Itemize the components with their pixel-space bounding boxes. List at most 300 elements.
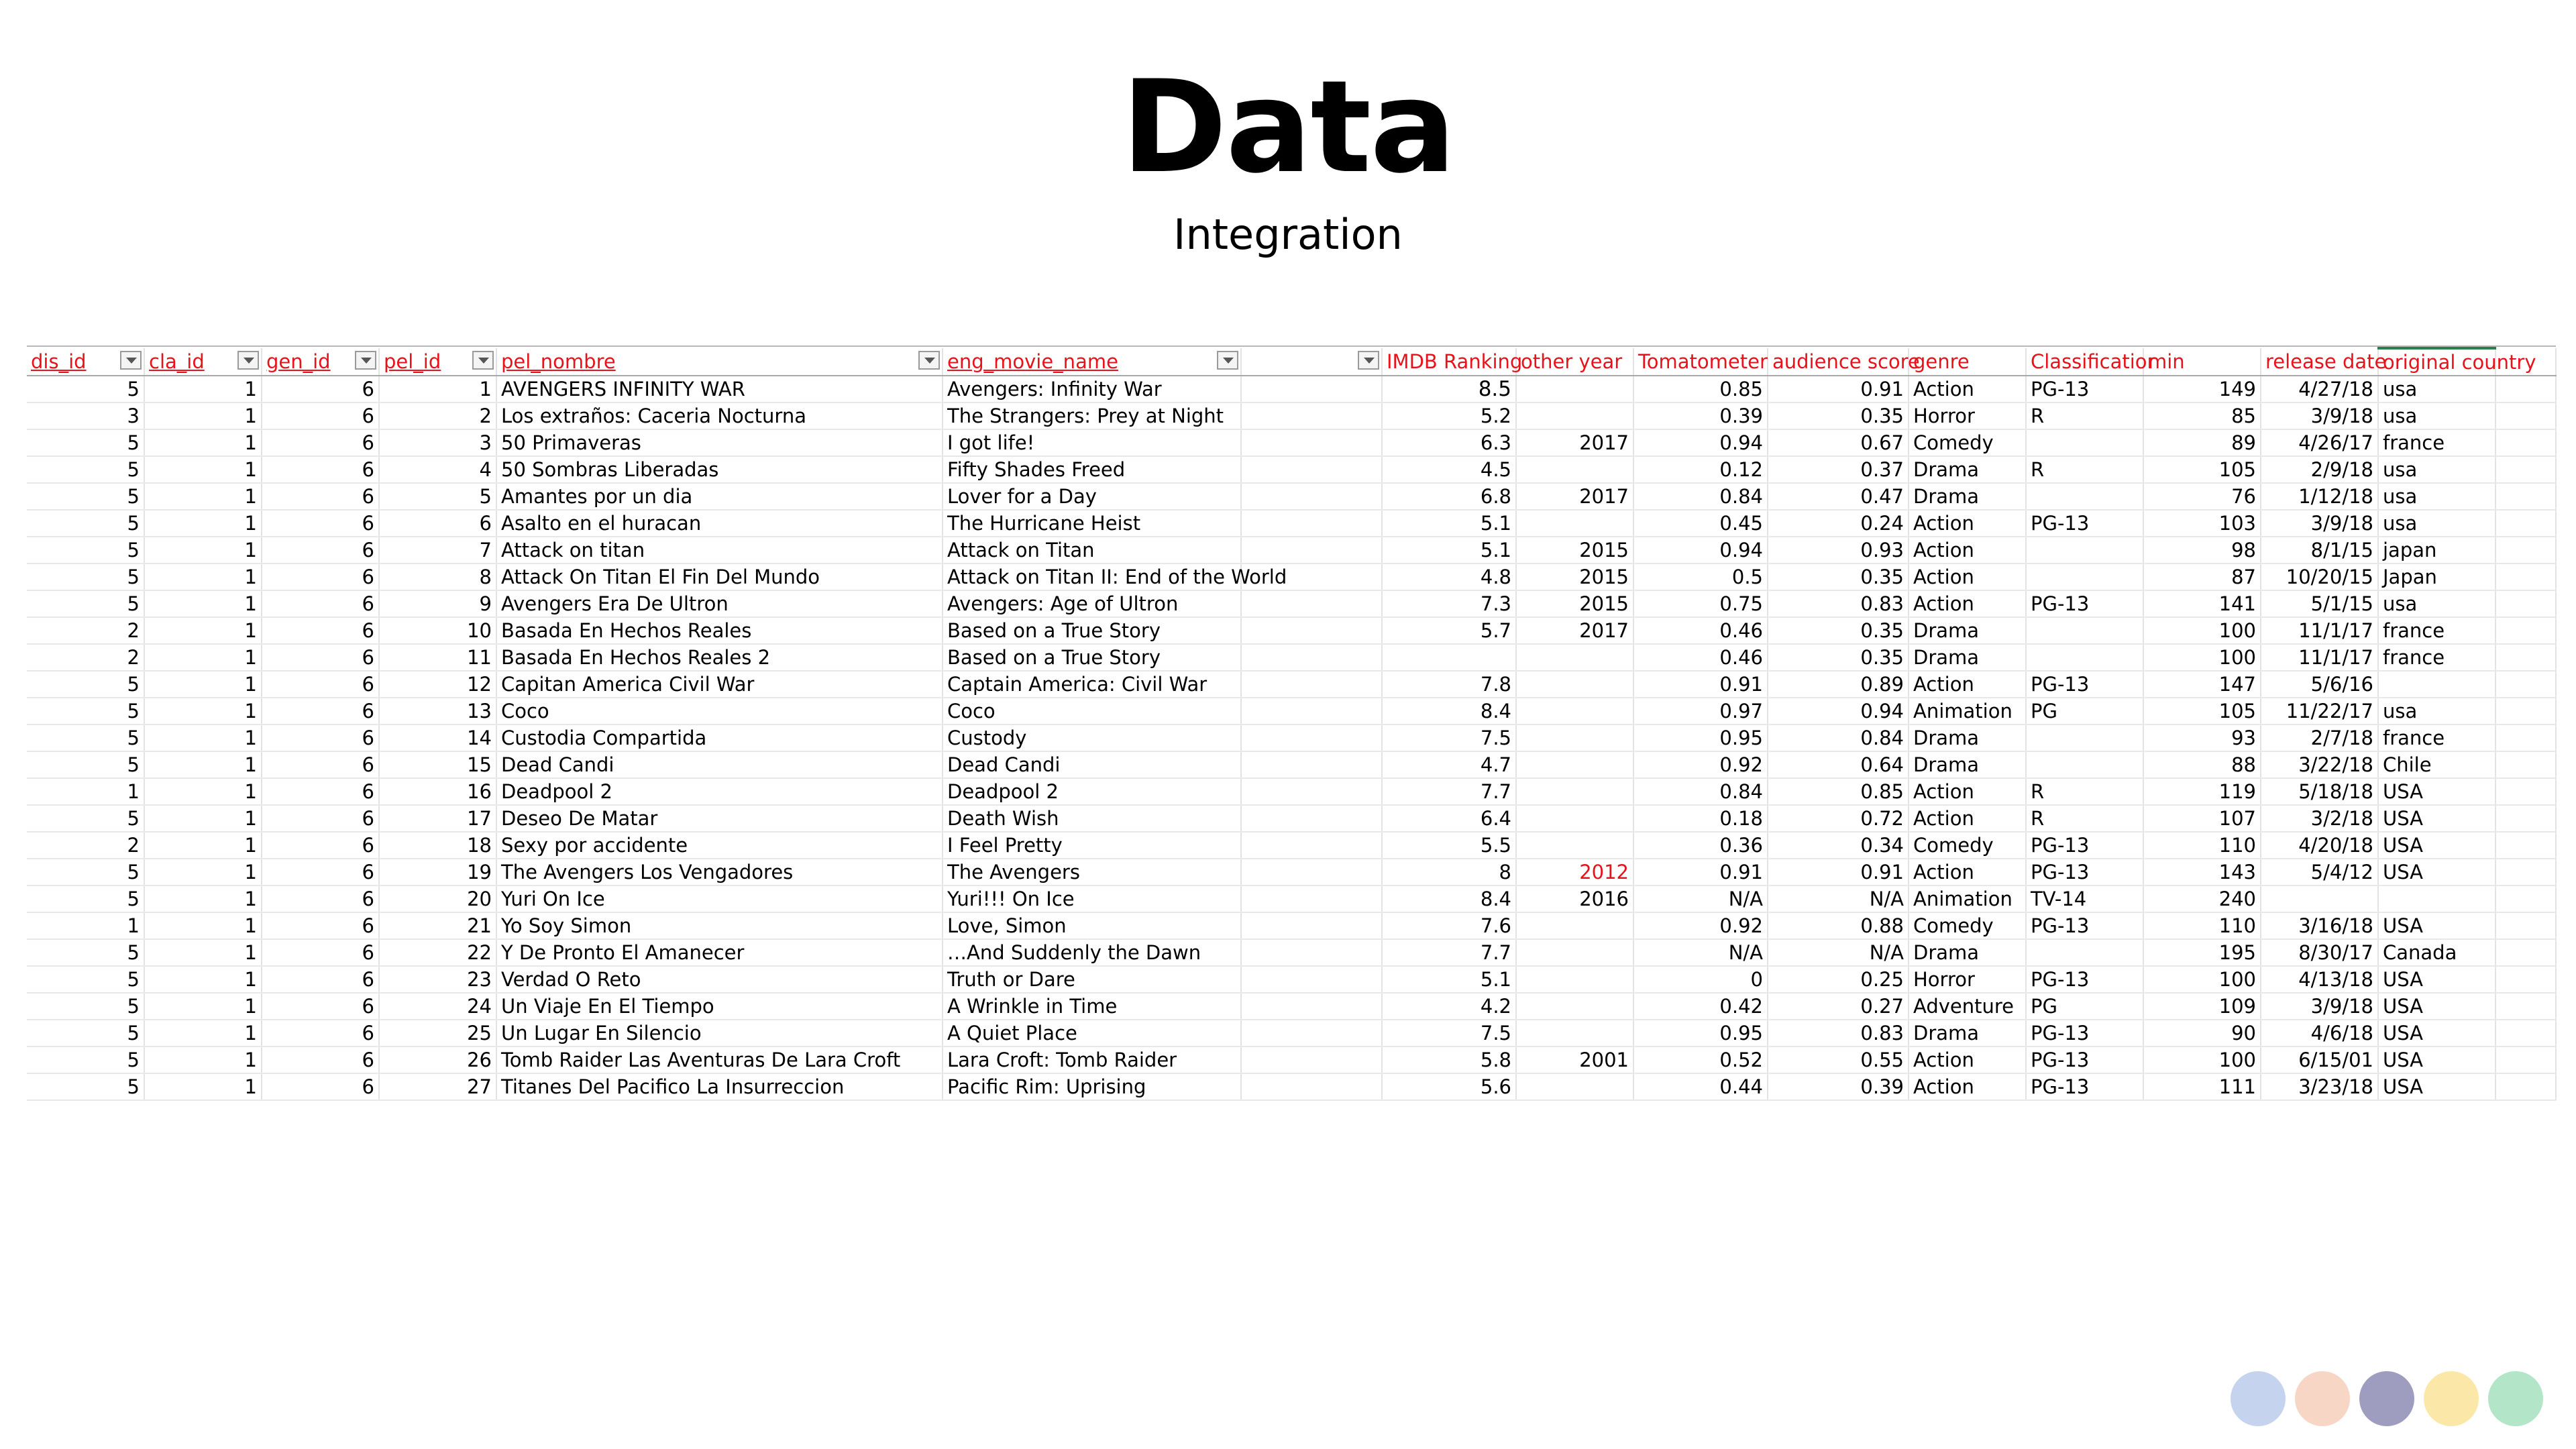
table-cell[interactable]: 0.39 xyxy=(1633,402,1768,429)
table-cell[interactable] xyxy=(2261,885,2378,912)
table-cell[interactable] xyxy=(1241,402,1382,429)
table-cell[interactable]: Action xyxy=(1909,859,2026,885)
table-cell[interactable] xyxy=(1241,537,1382,564)
table-cell[interactable]: 1 xyxy=(144,456,262,483)
table-cell[interactable]: 5 xyxy=(27,510,144,537)
table-cell[interactable]: 0.91 xyxy=(1633,859,1768,885)
table-cell[interactable]: 2/7/18 xyxy=(2261,724,2378,751)
table-cell[interactable]: 2017 xyxy=(1516,429,1633,456)
table-cell[interactable]: france xyxy=(2378,644,2496,671)
table-cell[interactable] xyxy=(2496,859,2556,885)
table-cell[interactable]: 7.8 xyxy=(1382,671,1516,698)
table-cell[interactable]: The Avengers Los Vengadores xyxy=(496,859,943,885)
table-cell[interactable]: 100 xyxy=(2143,617,2261,644)
table-cell[interactable]: Drama xyxy=(1909,939,2026,966)
table-cell[interactable] xyxy=(2496,778,2556,805)
table-cell[interactable]: The Hurricane Heist xyxy=(943,510,1241,537)
table-cell[interactable]: 24 xyxy=(379,993,496,1020)
table-cell[interactable]: 0.72 xyxy=(1768,805,1909,832)
table-cell[interactable]: 1 xyxy=(144,376,262,402)
table-cell[interactable]: Comedy xyxy=(1909,832,2026,859)
table-cell[interactable]: Death Wish xyxy=(943,805,1241,832)
table-cell[interactable]: 5 xyxy=(27,751,144,778)
table-cell[interactable]: 1 xyxy=(144,698,262,724)
filter-dropdown-icon[interactable] xyxy=(1358,351,1379,370)
table-cell[interactable]: 0.35 xyxy=(1768,644,1909,671)
table-cell[interactable]: 0.91 xyxy=(1633,671,1768,698)
table-cell[interactable]: 0.46 xyxy=(1633,617,1768,644)
table-cell[interactable] xyxy=(2496,429,2556,456)
table-cell[interactable]: usa xyxy=(2378,483,2496,510)
table-cell[interactable]: Captain America: Civil War xyxy=(943,671,1241,698)
table-cell[interactable]: 2 xyxy=(27,617,144,644)
table-cell[interactable]: N/A xyxy=(1768,885,1909,912)
table-cell[interactable]: Deadpool 2 xyxy=(496,778,943,805)
table-cell[interactable]: 5 xyxy=(27,859,144,885)
table-cell[interactable]: 1 xyxy=(144,751,262,778)
table-cell[interactable]: 0.92 xyxy=(1633,751,1768,778)
table-cell[interactable]: 0.24 xyxy=(1768,510,1909,537)
table-cell[interactable]: 0.83 xyxy=(1768,1020,1909,1046)
table-cell[interactable]: 1 xyxy=(144,564,262,590)
table-cell[interactable] xyxy=(1241,939,1382,966)
table-cell[interactable]: Drama xyxy=(1909,617,2026,644)
table-cell[interactable]: 0.5 xyxy=(1633,564,1768,590)
table-cell[interactable] xyxy=(1516,402,1633,429)
table-cell[interactable]: 0.44 xyxy=(1633,1073,1768,1100)
table-cell[interactable]: USA xyxy=(2378,778,2496,805)
table-cell[interactable]: Horror xyxy=(1909,402,2026,429)
table-cell[interactable]: Action xyxy=(1909,564,2026,590)
table-cell[interactable]: 100 xyxy=(2143,644,2261,671)
table-cell[interactable]: Sexy por accidente xyxy=(496,832,943,859)
table-cell[interactable] xyxy=(1241,1073,1382,1100)
table-cell[interactable]: 27 xyxy=(379,1073,496,1100)
table-cell[interactable]: 5 xyxy=(27,590,144,617)
table-cell[interactable]: Drama xyxy=(1909,483,2026,510)
table-cell[interactable]: 4.2 xyxy=(1382,993,1516,1020)
table-cell[interactable]: Action xyxy=(1909,671,2026,698)
table-cell[interactable]: 5.6 xyxy=(1382,1073,1516,1100)
table-cell[interactable]: 12 xyxy=(379,671,496,698)
table-cell[interactable]: USA xyxy=(2378,805,2496,832)
table-cell[interactable]: 0.35 xyxy=(1768,617,1909,644)
table-cell[interactable]: 0.84 xyxy=(1768,724,1909,751)
table-cell[interactable]: Verdad O Reto xyxy=(496,966,943,993)
table-cell[interactable]: 6.4 xyxy=(1382,805,1516,832)
table-cell[interactable]: 50 Primaveras xyxy=(496,429,943,456)
table-cell[interactable] xyxy=(2026,564,2143,590)
table-cell[interactable]: A Quiet Place xyxy=(943,1020,1241,1046)
table-cell[interactable]: france xyxy=(2378,617,2496,644)
table-cell[interactable]: 5 xyxy=(27,564,144,590)
table-cell[interactable]: 5 xyxy=(27,376,144,402)
table-cell[interactable]: 240 xyxy=(2143,885,2261,912)
table-cell[interactable]: 0.42 xyxy=(1633,993,1768,1020)
table-cell[interactable]: 6 xyxy=(262,590,379,617)
table-cell[interactable]: 5/1/15 xyxy=(2261,590,2378,617)
table-cell[interactable]: 0.37 xyxy=(1768,456,1909,483)
table-cell[interactable] xyxy=(2496,590,2556,617)
table-cell[interactable]: 20 xyxy=(379,885,496,912)
table-cell[interactable]: 7.7 xyxy=(1382,939,1516,966)
table-cell[interactable] xyxy=(2496,564,2556,590)
table-cell[interactable]: 0.39 xyxy=(1768,1073,1909,1100)
table-cell[interactable] xyxy=(2496,402,2556,429)
table-cell[interactable]: 5/4/12 xyxy=(2261,859,2378,885)
table-cell[interactable]: 6 xyxy=(379,510,496,537)
table-cell[interactable] xyxy=(1241,590,1382,617)
table-cell[interactable]: USA xyxy=(2378,966,2496,993)
table-cell[interactable]: 0.45 xyxy=(1633,510,1768,537)
table-cell[interactable] xyxy=(2496,966,2556,993)
table-cell[interactable]: 5 xyxy=(27,456,144,483)
table-cell[interactable]: 110 xyxy=(2143,832,2261,859)
filter-dropdown-icon[interactable] xyxy=(120,351,142,370)
table-cell[interactable]: Custodia Compartida xyxy=(496,724,943,751)
table-cell[interactable] xyxy=(2496,805,2556,832)
table-cell[interactable]: 0.92 xyxy=(1633,912,1768,939)
table-cell[interactable]: 5 xyxy=(27,429,144,456)
table-cell[interactable]: Attack on Titan xyxy=(943,537,1241,564)
table-cell[interactable]: 26 xyxy=(379,1046,496,1073)
table-cell[interactable]: AVENGERS INFINITY WAR xyxy=(496,376,943,402)
table-cell[interactable]: 6 xyxy=(262,456,379,483)
table-cell[interactable]: 11/22/17 xyxy=(2261,698,2378,724)
table-cell[interactable]: Lara Croft: Tomb Raider xyxy=(943,1046,1241,1073)
table-cell[interactable]: 1 xyxy=(144,912,262,939)
table-cell[interactable]: Drama xyxy=(1909,751,2026,778)
table-cell[interactable]: 6 xyxy=(262,832,379,859)
table-cell[interactable]: 0.18 xyxy=(1633,805,1768,832)
table-cell[interactable]: Japan xyxy=(2378,564,2496,590)
table-cell[interactable]: 0.91 xyxy=(1768,859,1909,885)
table-cell[interactable]: 0.95 xyxy=(1633,724,1768,751)
table-cell[interactable]: usa xyxy=(2378,510,2496,537)
table-cell[interactable]: 5 xyxy=(27,537,144,564)
table-cell[interactable] xyxy=(1241,912,1382,939)
table-cell[interactable]: Truth or Dare xyxy=(943,966,1241,993)
table-cell[interactable]: 4/13/18 xyxy=(2261,966,2378,993)
table-cell[interactable]: 6 xyxy=(262,429,379,456)
table-cell[interactable]: 1 xyxy=(144,859,262,885)
table-cell[interactable]: Drama xyxy=(1909,456,2026,483)
table-cell[interactable]: PG-13 xyxy=(2026,1046,2143,1073)
table-cell[interactable]: Drama xyxy=(1909,644,2026,671)
table-cell[interactable] xyxy=(1241,429,1382,456)
table-cell[interactable]: PG-13 xyxy=(2026,832,2143,859)
table-cell[interactable]: Avengers: Age of Ultron xyxy=(943,590,1241,617)
table-cell[interactable]: The Strangers: Prey at Night xyxy=(943,402,1241,429)
table-cell[interactable] xyxy=(2496,537,2556,564)
table-cell[interactable] xyxy=(1516,993,1633,1020)
table-cell[interactable]: usa xyxy=(2378,590,2496,617)
table-cell[interactable] xyxy=(2026,537,2143,564)
table-cell[interactable]: Action xyxy=(1909,1073,2026,1100)
table-cell[interactable] xyxy=(1241,966,1382,993)
table-cell[interactable]: 1 xyxy=(144,429,262,456)
table-cell[interactable]: Attack On Titan El Fin Del Mundo xyxy=(496,564,943,590)
table-cell[interactable]: 6 xyxy=(262,617,379,644)
table-cell[interactable] xyxy=(1516,724,1633,751)
filter-dropdown-icon[interactable] xyxy=(918,351,940,370)
table-cell[interactable]: Tomb Raider Las Aventuras De Lara Croft xyxy=(496,1046,943,1073)
table-cell[interactable]: Action xyxy=(1909,805,2026,832)
table-cell[interactable] xyxy=(1241,778,1382,805)
table-cell[interactable] xyxy=(2378,885,2496,912)
table-cell[interactable]: 5 xyxy=(27,966,144,993)
table-cell[interactable]: 5.2 xyxy=(1382,402,1516,429)
table-cell[interactable] xyxy=(1516,456,1633,483)
table-cell[interactable]: 7.5 xyxy=(1382,724,1516,751)
table-cell[interactable] xyxy=(2496,912,2556,939)
table-cell[interactable]: 141 xyxy=(2143,590,2261,617)
table-cell[interactable]: 1 xyxy=(144,590,262,617)
table-cell[interactable]: 0.94 xyxy=(1768,698,1909,724)
table-cell[interactable] xyxy=(1241,832,1382,859)
table-cell[interactable]: R xyxy=(2026,805,2143,832)
table-cell[interactable] xyxy=(2496,644,2556,671)
table-cell[interactable]: 143 xyxy=(2143,859,2261,885)
table-cell[interactable] xyxy=(2496,376,2556,402)
table-cell[interactable] xyxy=(1241,617,1382,644)
table-cell[interactable]: 5 xyxy=(27,1073,144,1100)
table-cell[interactable]: 2001 xyxy=(1516,1046,1633,1073)
table-cell[interactable]: 2017 xyxy=(1516,617,1633,644)
table-cell[interactable]: R xyxy=(2026,402,2143,429)
table-cell[interactable] xyxy=(1241,376,1382,402)
table-cell[interactable]: 13 xyxy=(379,698,496,724)
table-cell[interactable] xyxy=(1241,993,1382,1020)
table-cell[interactable] xyxy=(1516,644,1633,671)
table-cell[interactable]: 1 xyxy=(144,724,262,751)
table-cell[interactable] xyxy=(1241,1046,1382,1073)
table-cell[interactable]: 5 xyxy=(27,993,144,1020)
table-cell[interactable] xyxy=(2496,1073,2556,1100)
table-cell[interactable] xyxy=(1516,751,1633,778)
table-cell[interactable]: The Avengers xyxy=(943,859,1241,885)
table-cell[interactable]: Action xyxy=(1909,590,2026,617)
table-cell[interactable]: 17 xyxy=(379,805,496,832)
table-cell[interactable]: 0.52 xyxy=(1633,1046,1768,1073)
table-cell[interactable]: 8.5 xyxy=(1382,376,1516,402)
table-cell[interactable]: 2017 xyxy=(1516,483,1633,510)
table-cell[interactable]: 0.35 xyxy=(1768,402,1909,429)
table-cell[interactable]: 6.3 xyxy=(1382,429,1516,456)
table-cell[interactable] xyxy=(2026,429,2143,456)
table-cell[interactable]: 5 xyxy=(27,939,144,966)
table-cell[interactable] xyxy=(1516,832,1633,859)
table-cell[interactable] xyxy=(2496,456,2556,483)
table-cell[interactable]: 0.64 xyxy=(1768,751,1909,778)
table-cell[interactable]: 22 xyxy=(379,939,496,966)
table-cell[interactable]: 7.7 xyxy=(1382,778,1516,805)
table-cell[interactable]: 4.5 xyxy=(1382,456,1516,483)
table-cell[interactable]: 1 xyxy=(27,778,144,805)
table-cell[interactable]: 87 xyxy=(2143,564,2261,590)
table-cell[interactable]: france xyxy=(2378,429,2496,456)
table-cell[interactable]: 5.1 xyxy=(1382,966,1516,993)
table-cell[interactable]: 1 xyxy=(27,912,144,939)
table-cell[interactable]: 18 xyxy=(379,832,496,859)
table-cell[interactable]: 4/27/18 xyxy=(2261,376,2378,402)
table-cell[interactable]: USA xyxy=(2378,832,2496,859)
table-cell[interactable] xyxy=(2496,939,2556,966)
table-cell[interactable] xyxy=(1241,805,1382,832)
table-cell[interactable]: 10/20/15 xyxy=(2261,564,2378,590)
table-cell[interactable] xyxy=(1382,644,1516,671)
table-cell[interactable]: Yo Soy Simon xyxy=(496,912,943,939)
table-cell[interactable]: 0.97 xyxy=(1633,698,1768,724)
table-cell[interactable]: 3/22/18 xyxy=(2261,751,2378,778)
table-cell[interactable] xyxy=(1516,671,1633,698)
filter-dropdown-icon[interactable] xyxy=(472,351,494,370)
table-cell[interactable]: 1 xyxy=(144,671,262,698)
table-cell[interactable]: N/A xyxy=(1633,885,1768,912)
table-cell[interactable]: 1 xyxy=(144,805,262,832)
table-cell[interactable]: Los extraños: Caceria Nocturna xyxy=(496,402,943,429)
table-cell[interactable]: Comedy xyxy=(1909,912,2026,939)
table-cell[interactable]: 6 xyxy=(262,966,379,993)
table-cell[interactable]: 6 xyxy=(262,778,379,805)
table-cell[interactable] xyxy=(2026,617,2143,644)
filter-dropdown-icon[interactable] xyxy=(237,351,259,370)
table-cell[interactable]: 107 xyxy=(2143,805,2261,832)
table-cell[interactable]: 3/2/18 xyxy=(2261,805,2378,832)
table-cell[interactable]: 2/9/18 xyxy=(2261,456,2378,483)
table-cell[interactable] xyxy=(2496,510,2556,537)
table-cell[interactable]: Basada En Hechos Reales 2 xyxy=(496,644,943,671)
table-cell[interactable]: Drama xyxy=(1909,724,2026,751)
table-cell[interactable] xyxy=(1241,456,1382,483)
table-cell[interactable]: 5/18/18 xyxy=(2261,778,2378,805)
table-cell[interactable]: 8.4 xyxy=(1382,698,1516,724)
table-cell[interactable]: Pacific Rim: Uprising xyxy=(943,1073,1241,1100)
table-cell[interactable] xyxy=(1516,1020,1633,1046)
table-cell[interactable]: 4.7 xyxy=(1382,751,1516,778)
table-cell[interactable]: 5 xyxy=(27,698,144,724)
table-cell[interactable]: R xyxy=(2026,456,2143,483)
table-cell[interactable]: 6 xyxy=(262,885,379,912)
table-cell[interactable]: 6 xyxy=(262,1046,379,1073)
table-cell[interactable]: Fifty Shades Freed xyxy=(943,456,1241,483)
table-cell[interactable]: 1 xyxy=(144,617,262,644)
table-cell[interactable]: 1 xyxy=(144,510,262,537)
table-cell[interactable]: PG-13 xyxy=(2026,671,2143,698)
table-cell[interactable]: 1/12/18 xyxy=(2261,483,2378,510)
table-cell[interactable]: 9 xyxy=(379,590,496,617)
table-cell[interactable]: 8/1/15 xyxy=(2261,537,2378,564)
table-cell[interactable]: Lover for a Day xyxy=(943,483,1241,510)
table-cell[interactable]: R xyxy=(2026,778,2143,805)
table-cell[interactable]: 0.35 xyxy=(1768,564,1909,590)
table-cell[interactable]: 149 xyxy=(2143,376,2261,402)
table-cell[interactable]: 2 xyxy=(27,832,144,859)
table-cell[interactable]: 2015 xyxy=(1516,537,1633,564)
table-cell[interactable]: N/A xyxy=(1633,939,1768,966)
table-cell[interactable]: 5.5 xyxy=(1382,832,1516,859)
table-cell[interactable]: 0.36 xyxy=(1633,832,1768,859)
table-cell[interactable]: Action xyxy=(1909,376,2026,402)
table-cell[interactable]: 0.95 xyxy=(1633,1020,1768,1046)
table-cell[interactable]: 3/23/18 xyxy=(2261,1073,2378,1100)
table-cell[interactable]: 0.89 xyxy=(1768,671,1909,698)
table-cell[interactable]: Coco xyxy=(496,698,943,724)
table-cell[interactable]: PG xyxy=(2026,698,2143,724)
table-cell[interactable]: I Feel Pretty xyxy=(943,832,1241,859)
table-cell[interactable]: Based on a True Story xyxy=(943,644,1241,671)
table-cell[interactable]: 19 xyxy=(379,859,496,885)
table-cell[interactable]: 111 xyxy=(2143,1073,2261,1100)
table-cell[interactable]: N/A xyxy=(1768,939,1909,966)
table-cell[interactable]: usa xyxy=(2378,376,2496,402)
table-cell[interactable]: 3/9/18 xyxy=(2261,993,2378,1020)
table-cell[interactable] xyxy=(1241,885,1382,912)
table-cell[interactable]: 4/6/18 xyxy=(2261,1020,2378,1046)
table-cell[interactable]: USA xyxy=(2378,993,2496,1020)
table-cell[interactable]: Animation xyxy=(1909,885,2026,912)
table-cell[interactable]: USA xyxy=(2378,1046,2496,1073)
table-cell[interactable]: 7.6 xyxy=(1382,912,1516,939)
table-cell[interactable]: A Wrinkle in Time xyxy=(943,993,1241,1020)
table-cell[interactable]: 5 xyxy=(27,1046,144,1073)
table-cell[interactable]: Yuri!!! On Ice xyxy=(943,885,1241,912)
table-cell[interactable]: 0.67 xyxy=(1768,429,1909,456)
table-cell[interactable]: Deseo De Matar xyxy=(496,805,943,832)
table-cell[interactable]: 0.93 xyxy=(1768,537,1909,564)
table-cell[interactable]: 6 xyxy=(262,483,379,510)
filter-dropdown-icon[interactable] xyxy=(1217,351,1238,370)
table-cell[interactable]: 6 xyxy=(262,859,379,885)
table-cell[interactable]: Adventure xyxy=(1909,993,2026,1020)
table-cell[interactable] xyxy=(2496,885,2556,912)
table-cell[interactable]: 1 xyxy=(144,832,262,859)
table-cell[interactable]: 0.27 xyxy=(1768,993,1909,1020)
table-cell[interactable]: PG-13 xyxy=(2026,590,2143,617)
table-cell[interactable]: 7.3 xyxy=(1382,590,1516,617)
table-cell[interactable]: 1 xyxy=(144,1073,262,1100)
table-cell[interactable] xyxy=(1241,698,1382,724)
table-cell[interactable]: usa xyxy=(2378,402,2496,429)
table-cell[interactable]: 6 xyxy=(262,751,379,778)
table-cell[interactable] xyxy=(2026,939,2143,966)
table-cell[interactable]: PG-13 xyxy=(2026,966,2143,993)
table-cell[interactable]: Y De Pronto El Amanecer xyxy=(496,939,943,966)
table-cell[interactable] xyxy=(2496,1020,2556,1046)
table-cell[interactable]: 4/26/17 xyxy=(2261,429,2378,456)
table-cell[interactable]: Basada En Hechos Reales xyxy=(496,617,943,644)
table-cell[interactable]: 2 xyxy=(27,644,144,671)
table-cell[interactable]: 4/20/18 xyxy=(2261,832,2378,859)
table-cell[interactable]: Deadpool 2 xyxy=(943,778,1241,805)
table-cell[interactable]: Action xyxy=(1909,1046,2026,1073)
table-cell[interactable]: 98 xyxy=(2143,537,2261,564)
table-cell[interactable]: 195 xyxy=(2143,939,2261,966)
table-cell[interactable] xyxy=(2026,483,2143,510)
table-cell[interactable] xyxy=(2496,751,2556,778)
table-cell[interactable]: 5 xyxy=(379,483,496,510)
table-cell[interactable] xyxy=(1241,510,1382,537)
table-cell[interactable]: 1 xyxy=(144,885,262,912)
table-cell[interactable] xyxy=(2496,483,2556,510)
table-cell[interactable]: 1 xyxy=(144,778,262,805)
table-cell[interactable]: 14 xyxy=(379,724,496,751)
table-cell[interactable]: 103 xyxy=(2143,510,2261,537)
table-cell[interactable]: 1 xyxy=(144,966,262,993)
table-cell[interactable]: 25 xyxy=(379,1020,496,1046)
table-cell[interactable]: 1 xyxy=(144,1046,262,1073)
table-cell[interactable]: 5 xyxy=(27,805,144,832)
